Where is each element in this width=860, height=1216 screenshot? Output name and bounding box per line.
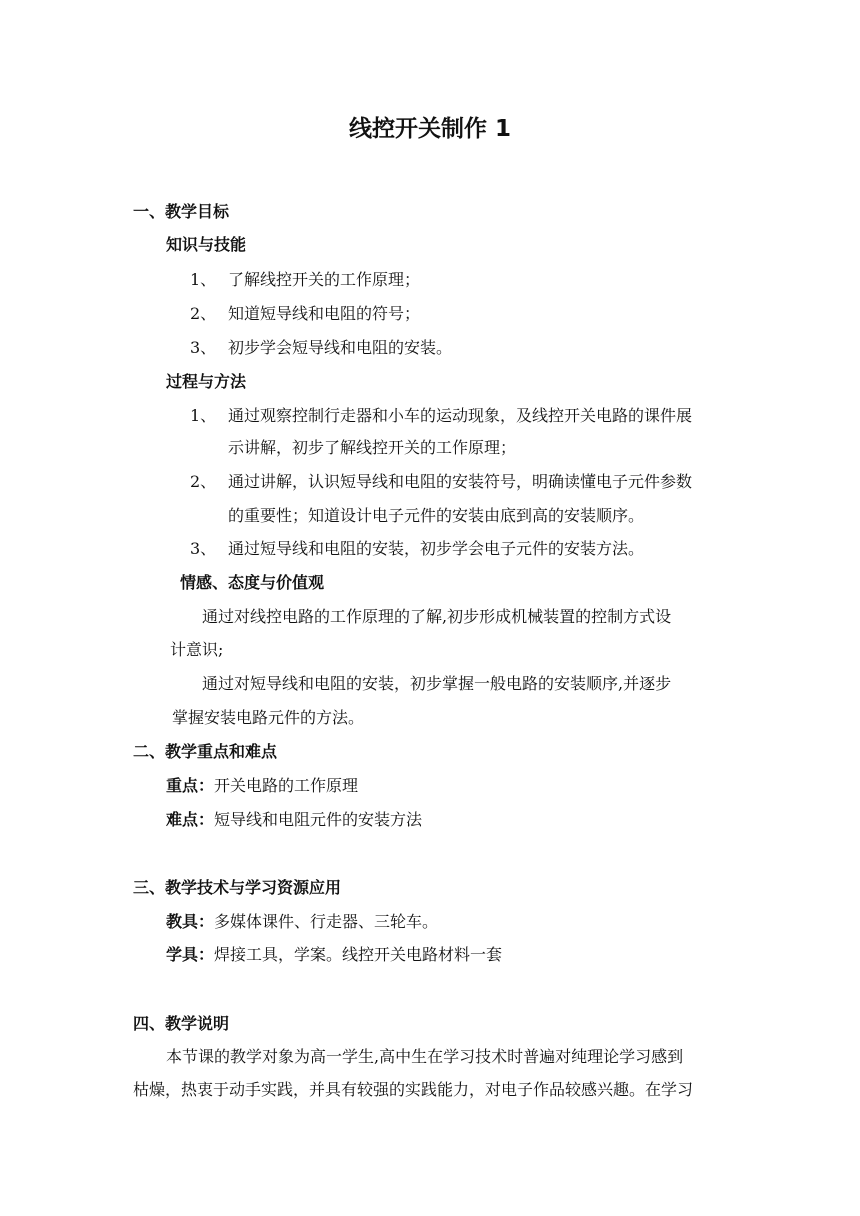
list-item xyxy=(190,336,452,360)
list-item-text: 通过短导线和电阻的安装，初步学会电子元件的安装方法。 xyxy=(228,539,645,558)
difficulty-label: 难点： xyxy=(166,810,215,829)
list-item xyxy=(190,302,420,326)
list-item-number: 1、 xyxy=(190,406,217,425)
difficulty-line xyxy=(166,808,422,832)
teaching-tools-line xyxy=(166,910,438,934)
subheading-emotion-values: 情感、态度与价值观 xyxy=(180,573,325,592)
list-item xyxy=(190,404,692,428)
teaching-tools-label: 教具： xyxy=(166,912,215,931)
teaching-tools-text: 多媒体课件、行走器、三轮车。 xyxy=(214,912,439,931)
list-item xyxy=(190,537,644,561)
key-point-text: 开关电路的工作原理 xyxy=(214,776,359,795)
document-title: 线控开关制作 1 xyxy=(348,116,511,142)
paragraph-line: 枯燥，热衷于动手实践，并具有较强的实践能力，对电子作品较感兴趣。在学习 xyxy=(133,1080,694,1099)
paragraph-line: 本节课的教学对象为高一学生,高中生在学习技术时普遍对纯理论学习感到 xyxy=(166,1047,684,1066)
section-heading-resources: 三、教学技术与学习资源应用 xyxy=(133,878,342,897)
list-item xyxy=(190,268,420,292)
learning-tools-text: 焊接工具，学案。线控开关电路材料一套 xyxy=(214,945,503,964)
section-heading-objectives: 一、教学目标 xyxy=(133,202,230,221)
list-item-text: 知道短导线和电阻的符号； xyxy=(228,304,421,323)
paragraph-line: 掌握安装电路元件的方法。 xyxy=(172,708,365,727)
section-heading-notes: 四、教学说明 xyxy=(133,1014,230,1033)
difficulty-text: 短导线和电阻元件的安装方法 xyxy=(214,810,423,829)
list-item-text: 通过讲解，认识短导线和电阻的安装符号，明确读懂电子元件参数 xyxy=(228,472,693,491)
learning-tools-line xyxy=(166,943,502,967)
list-item-number: 2、 xyxy=(190,304,217,323)
key-point-line xyxy=(166,774,358,798)
list-item-text: 了解线控开关的工作原理； xyxy=(228,270,421,289)
paragraph-line: 计意识; xyxy=(170,640,224,659)
list-item-number: 2、 xyxy=(190,472,217,491)
learning-tools-label: 学具： xyxy=(166,945,215,964)
list-item xyxy=(190,470,692,494)
list-item-continuation: 的重要性；知道设计电子元件的安装由底到高的安装顺序。 xyxy=(228,506,645,525)
list-item-continuation: 示讲解，初步了解线控开关的工作原理； xyxy=(228,438,517,457)
section-heading-key-points: 二、教学重点和难点 xyxy=(133,742,278,761)
paragraph-line: 通过对短导线和电阻的安装，初步掌握一般电路的安装顺序,并逐步 xyxy=(202,674,672,693)
list-item-number: 1、 xyxy=(190,270,217,289)
key-point-label: 重点： xyxy=(166,776,215,795)
subheading-process-methods: 过程与方法 xyxy=(166,372,247,391)
list-item-text: 初步学会短导线和电阻的安装。 xyxy=(228,338,453,357)
subheading-knowledge-skills: 知识与技能 xyxy=(166,235,247,254)
list-item-number: 3、 xyxy=(190,338,217,357)
list-item-text: 通过观察控制行走器和小车的运动现象，及线控开关电路的课件展 xyxy=(228,406,693,425)
paragraph-line: 通过对线控电路的工作原理的了解,初步形成机械装置的控制方式设 xyxy=(202,607,672,626)
list-item-number: 3、 xyxy=(190,539,217,558)
